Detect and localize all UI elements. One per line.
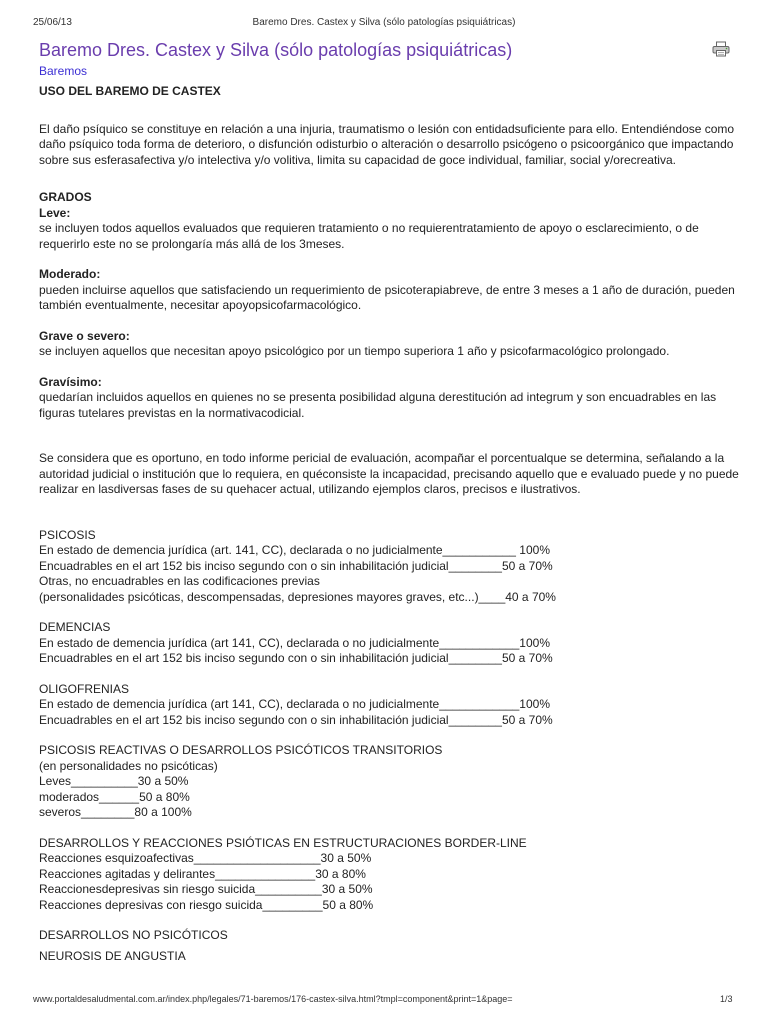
grade-text: se incluyen todos aquellos evaluados que requieren tratamiento o no requierentratamiento de apoyo o esclarecimiento, o de requerirlo este no se prolongaría más allá de los 3meses. — [39, 221, 699, 251]
grados-title: GRADOS — [39, 190, 92, 204]
grade-text: se incluyen aquellos que necesitan apoyo psicológico por un tiempo superiora 1 año y psicofarmacológico prolongado. — [39, 344, 670, 358]
table-section-title: DEMENCIAS — [39, 620, 111, 634]
table-row: (personalidades psicóticas, descompensadas, depresiones mayores graves, etc...)____40 a 70% — [39, 589, 556, 604]
considera-paragraph: Se considera que es oportuno, en todo informe pericial de evaluación, acompañar el porcentualque se determina, señalando a la autoridad judicial o institución que lo requiera, en quéconsiste la incapacidad, precisando aquello que e evaluado puede y no puede realizar en lasdiversas fases de su quehacer actual, utilizando ejemplos claros, precisos e ilustrativos. — [39, 451, 739, 496]
grade-name: Moderado: — [39, 267, 101, 281]
table-section-title: PSICOSIS — [39, 527, 96, 542]
intro-paragraph: El daño psíquico se constituye en relación a una injuria, traumatismo o lesión con entidadsuficiente para ello. Entendiéndose como daño psíquico toda forma de deterioro, o disfunción odisturbio o alteración o desarrollo psicógeno o psicoorgánico que impactando sobre sus esferasafectiva y/o intelectiva y/o volitiva, limita su capacidad de goce individual, familiar, social y/orecreativa. — [39, 121, 735, 167]
table-row: Encuadrables en el art 152 bis inciso segundo con o sin inhabilitación judicial________50 a 70% — [39, 558, 553, 573]
table-row: severos________80 a 100% — [39, 805, 192, 819]
table-row: Encuadrables en el art 152 bis inciso segundo con o sin inhabilitación judicial________50 a 70% — [39, 712, 553, 727]
table-section-title: DESARROLLOS Y REACCIONES PSIÓTICAS EN ESTRUCTURACIONES BORDER-LINE — [39, 835, 527, 850]
table-row: Reaccionesdepresivas sin riesgo suicida__________30 a 50% — [39, 882, 373, 896]
grade-text: pueden incluirse aquellos que satisfaciendo un requerimiento de psicoterapiabreve, de entre 3 meses a 1 año de duración, pueden también eventualmente, necesitar apoyopsicofarmacológico. — [39, 282, 735, 312]
table-row: En estado de demencia jurídica (art. 141, CC), declarada o no judicialmente___________ 100% — [39, 543, 550, 557]
table-row: En estado de demencia jurídica (art 141, CC), declarada o no judicialmente____________100% — [39, 697, 551, 711]
article-body — [39, 84, 739, 964]
table-section-title: DESARROLLOS NO PSICÓTICOS — [39, 928, 228, 942]
category-link[interactable]: Baremos — [39, 64, 88, 78]
grade-name: Grave o severo: — [39, 328, 130, 343]
print-header-date: 25/06/13 — [33, 17, 72, 28]
table-row: Leves__________30 a 50% — [39, 774, 189, 788]
section-heading: USO DEL BAREMO DE CASTEX — [39, 84, 221, 98]
print-footer-url: www.portaldesaludmental.com.ar/index.php/legales/71-baremos/176-castex-silva.html?tmpl=component&print=1&page= — [33, 994, 513, 1004]
print-footer-page: 1/3 — [720, 994, 733, 1004]
table-section-title: NEUROSIS DE ANGUSTIA — [39, 948, 186, 963]
table-row: Reacciones depresivas con riesgo suicida_________50 a 80% — [39, 897, 374, 912]
table-section-title: PSICOSIS REACTIVAS O DESARROLLOS PSICÓTICOS TRANSITORIOS — [39, 743, 443, 757]
grade-name: Gravísimo: — [39, 374, 102, 389]
print-header-title: Baremo Dres. Castex y Silva (sólo patologías psiquiátricas) — [252, 17, 516, 28]
table-row: En estado de demencia jurídica (art 141, CC), declarada o no judicialmente____________100% — [39, 635, 551, 650]
grade-text: quedarían incluidos aquellos en quienes no se presenta posibilidad alguna derestitución ad integrum y son encuadrables en las figuras tutelares previstas en la normativacodicial. — [39, 390, 717, 420]
table-row: moderados______50 a 80% — [39, 789, 190, 804]
table-section-title: OLIGOFRENIAS — [39, 681, 130, 696]
table-row: (en personalidades no psicóticas) — [39, 758, 218, 773]
table-row: Reacciones agitadas y delirantes_______________30 a 80% — [39, 866, 366, 881]
table-row: Encuadrables en el art 152 bis inciso segundo con o sin inhabilitación judicial________50 a 70% — [39, 651, 553, 665]
page-title: Baremo Dres. Castex y Silva (sólo patologías psiquiátricas) — [39, 40, 513, 60]
table-row: Otras, no encuadrables en las codificaciones previas — [39, 574, 320, 588]
printer-icon[interactable] — [712, 41, 730, 57]
grade-name: Leve: — [39, 205, 71, 220]
table-row: Reacciones esquizoafectivas___________________30 a 50% — [39, 851, 372, 865]
